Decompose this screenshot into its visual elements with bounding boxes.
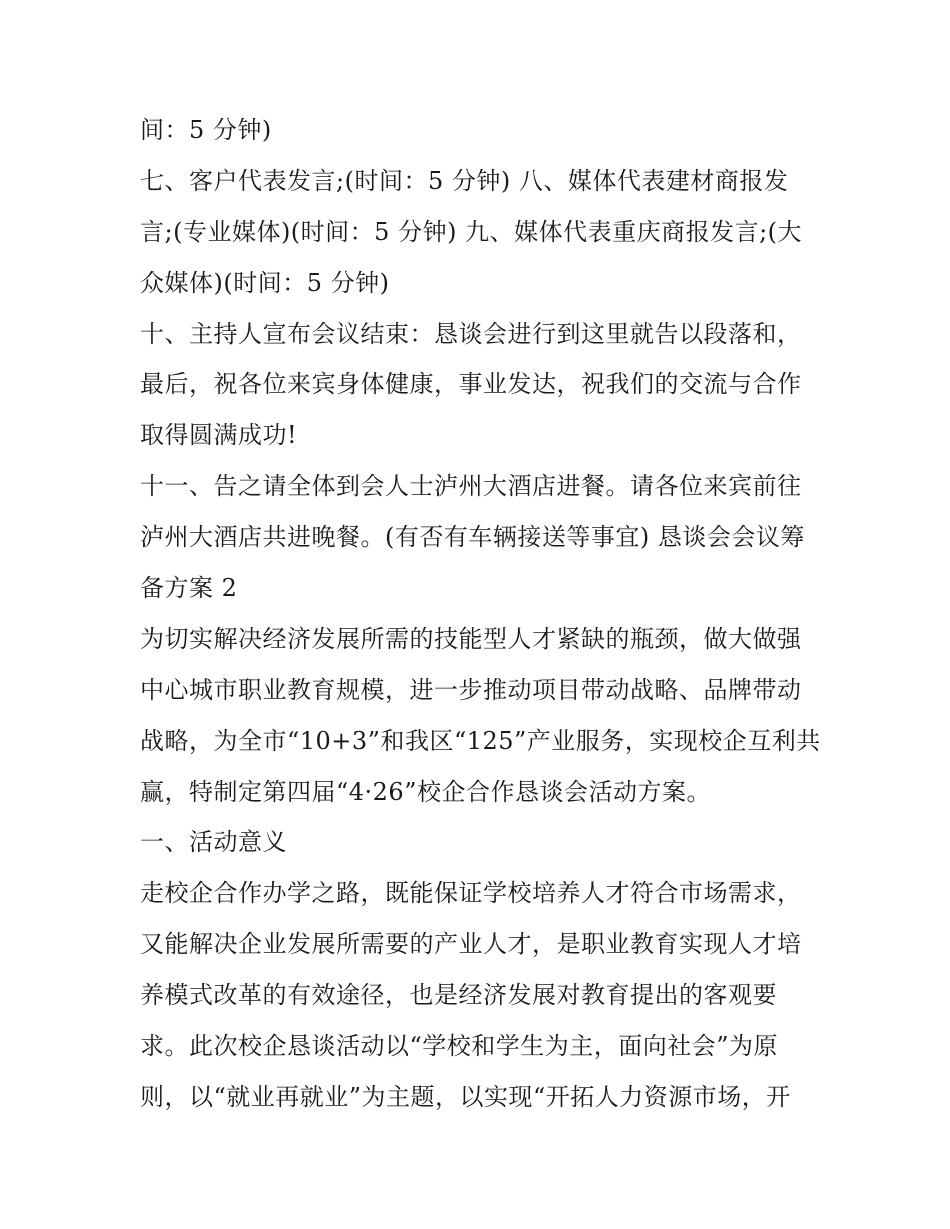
text-line: 又能解决企业发展所需要的产业人才，是职业教育实现人才培 [140, 930, 802, 958]
text-line: 战略，为全市“10+3”和我区“125”产业服务，实现校企互利共 [140, 727, 821, 755]
text-line: 中心城市职业教育规模，进一步推动项目带动战略、品牌带动 [140, 676, 802, 704]
text-line: 泸州大酒店共进晚餐。(有否有车辆接送等事宜) 恳谈会会议筹 [140, 523, 805, 551]
text-line: 备方案 2 [140, 574, 238, 602]
text-line: 十一、告之请全体到会人士泸州大酒店进餐。请各位来宾前往 [140, 472, 802, 500]
text-line: 间：5 分钟) [140, 116, 272, 144]
text-line: 走校企合作办学之路，既能保证学校培养人才符合市场需求， [140, 879, 802, 907]
text-line: 众媒体)(时间：5 分钟) [140, 269, 390, 297]
text-line: 为切实解决经济发展所需的技能型人才紧缺的瓶颈，做大做强 [140, 625, 802, 653]
text-line: 七、客户代表发言;(时间：5 分钟) 八、媒体代表建材商报发 [140, 167, 789, 195]
text-line: 养模式改革的有效途径，也是经济发展对教育提出的客观要 [140, 981, 777, 1009]
text-line: 十、主持人宣布会议结束：恳谈会进行到这里就告以段落和， [140, 320, 802, 348]
text-line: 言;(专业媒体)(时间：5 分钟) 九、媒体代表重庆商报发言;(大 [140, 218, 803, 246]
text-line: 取得圆满成功! [140, 421, 298, 449]
text-line: 最后，祝各位来宾身体健康，事业发达，祝我们的交流与合作 [140, 370, 802, 398]
text-line: 赢，特制定第四届“4·26”校企合作恳谈会活动方案。 [140, 778, 711, 806]
text-line: 则，以“就业再就业”为主题，以实现“开拓人力资源市场，开 [140, 1083, 791, 1111]
text-line: 求。此次校企恳谈活动以“学校和学生为主，面向社会”为原 [140, 1032, 779, 1060]
section-heading: 一、活动意义 [140, 828, 287, 856]
